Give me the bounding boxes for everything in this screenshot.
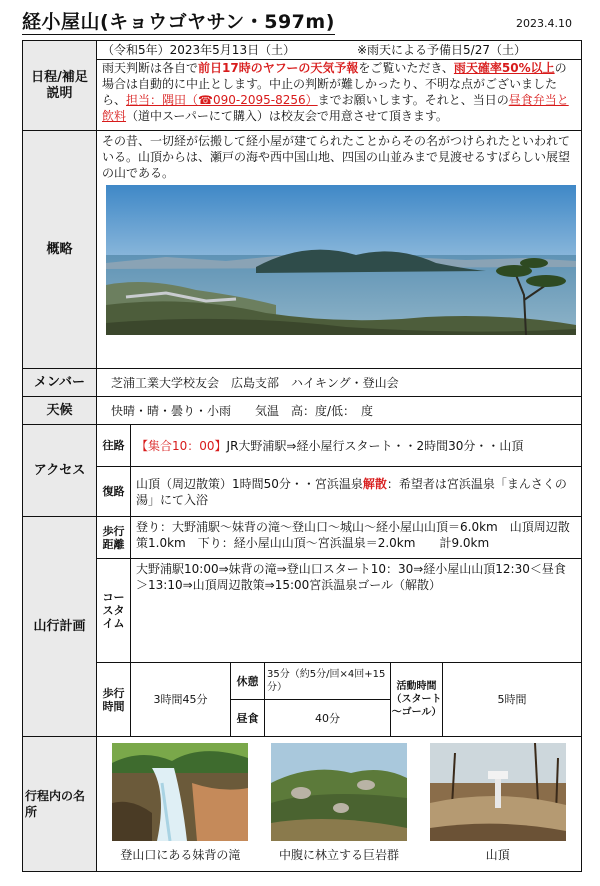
distance-label: 歩行距離 (97, 517, 131, 558)
meeting-time: 【集合10：00】 (136, 438, 227, 453)
schedule-date: （令和5年）2023年5月13日（土） (102, 43, 296, 57)
spot-rocks (271, 743, 407, 867)
member-label: メンバー (23, 369, 97, 396)
phone-icon: ☎ (198, 93, 213, 107)
walk-time-label: 歩行時間 (97, 663, 131, 736)
summit-photo-icon (430, 743, 566, 841)
note-text: までお願いします。それと、当日の (317, 93, 509, 107)
overview-content (97, 131, 581, 368)
contact-person: 担当：隅田（ (126, 93, 199, 107)
overview-row (23, 131, 581, 369)
active-time-label: 活動時間（スタート～ゴール） (391, 663, 443, 736)
spot-waterfall (112, 743, 248, 867)
note-text: （道中スーパーにて購入）は校友会で用意させて頂きます。 (126, 109, 448, 123)
document-date: 2023.4.10 (516, 17, 572, 30)
hiking-plan-sheet (22, 40, 582, 872)
outbound-content (131, 425, 581, 466)
plan-row (23, 517, 581, 737)
page-title: 経小屋山(キョウゴヤサン・597m) (22, 11, 335, 33)
rest-label: 休憩 (231, 663, 265, 699)
spots-label: 行程内の名所 (23, 737, 97, 871)
dismissal-highlight: 解散 (362, 476, 387, 491)
member-row (23, 369, 581, 397)
waterfall-photo-icon (112, 743, 248, 841)
return-content (131, 467, 581, 516)
note-text: をご覧いただき、 (358, 61, 454, 75)
schedule-label: 日程/補足説明 (23, 41, 97, 130)
spots-row (23, 737, 581, 871)
schedule-row (23, 41, 581, 131)
spot-caption: 山頂 (485, 848, 510, 862)
timing-table (131, 663, 581, 736)
weather-row (23, 397, 581, 425)
schedule-backup-date: ※雨天による予備日5/27（土） (356, 43, 526, 57)
distance-text: 登り：大野浦駅～妹背の滝～登山口～城山～経小屋山山頂＝6.0km 山頂周辺散策1.0km 下り：経小屋山山頂～宮浜温泉＝2.0km 計9.0km (136, 520, 570, 550)
return-note: ：希望者は宮浜温泉「まんさくの湯」にて入浴 (136, 476, 567, 507)
contact-close: ） (305, 93, 318, 107)
plan-label: 山行計画 (23, 517, 97, 736)
note-text: 雨天判断は各自で (102, 61, 199, 75)
active-time-value: 5時間 (497, 693, 527, 706)
course-time-text: 大野浦駅10:00⇒妹背の滝⇒登山口スタート10：30⇒経小屋山山頂12:30＜昼食＞13:10⇒山頂周辺散策⇒15:00宮浜温泉ゴール（解散） (136, 562, 566, 592)
member-text: 芝浦工業大学校友会 広島支部 ハイキング・登山会 (111, 375, 399, 390)
outbound-route: JR大野浦駅⇒経小屋行スタート・・2時間30分・・山頂 (226, 438, 524, 453)
note-text: の場合は自動的に中止とします。中止の判断が難しかったり、不明な点がございましたら、 (102, 61, 567, 107)
spot-caption: 登山口にある妹背の滝 (120, 848, 241, 862)
return-label: 復路 (97, 467, 131, 516)
schedule-content (97, 41, 581, 130)
overview-label: 概略 (23, 131, 97, 368)
rain-threshold-highlight: 雨天確率50%以上 (453, 61, 555, 75)
walk-time-value: 3時間45分 (131, 663, 231, 736)
overview-text: その昔、一切経が伝搬して経小屋が建てられたことからその名がつけられたといわれている。山頂からは、瀬戸の海や西中国山地、四国の山並みまで見渡せるすばらしい展望の山である。 (102, 134, 571, 180)
forecast-highlight: 前日17時のヤフーの天気予報 (198, 61, 359, 75)
contact-phone: 090-2095-8256 (212, 93, 306, 107)
lunch-highlight: 昼食弁当と飲料 (102, 93, 569, 123)
schedule-notes (97, 59, 581, 124)
lunch-label: 昼食 (231, 700, 265, 736)
outbound-label: 往路 (97, 425, 131, 466)
spots-gallery (97, 737, 581, 871)
access-row (23, 425, 581, 517)
weather-label: 天候 (23, 397, 97, 424)
rest-value: 35分（約5分/回×4回+15分） (267, 669, 386, 693)
weather-text: 快晴・晴・曇り・小雨 気温 高：度/低： 度 (111, 403, 374, 418)
lunch-value: 40分 (315, 711, 340, 725)
spot-caption: 中腹に林立する巨岩群 (278, 848, 399, 862)
course-time-label: コースタイム (97, 559, 131, 662)
panorama-photo-icon (106, 185, 576, 335)
access-label: アクセス (23, 425, 97, 516)
spot-summit (430, 743, 566, 867)
return-route: 山頂（周辺散策）1時間50分・・宮浜温泉 (136, 476, 363, 491)
forest-photo-icon (271, 743, 407, 841)
